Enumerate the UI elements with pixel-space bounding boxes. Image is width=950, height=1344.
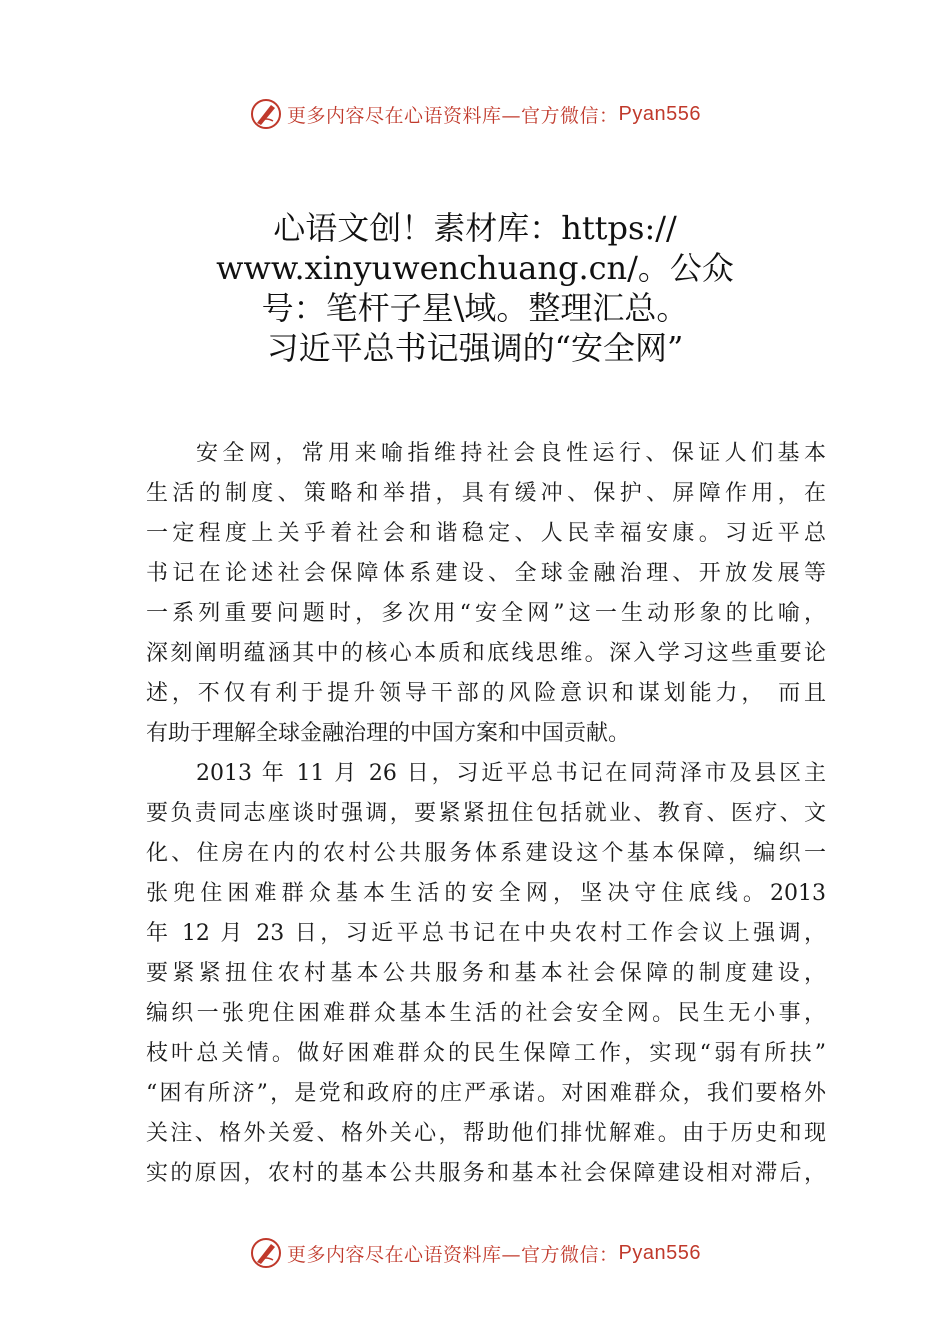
body-line: 实的原因，农村的基本公共服务和基本社会保障建设相对滞后， [146, 1161, 826, 1186]
body-line: 年 12 月 23 日，习近平总书记在中央农村工作会议上强调， [146, 921, 826, 946]
title-line: 习近平总书记强调的“安全网” [266, 329, 684, 367]
body-line: 深刻阐明蕴涵其中的核心本质和底线思维。深入学习这些重要论 [146, 641, 826, 666]
body-line: 述，不仅有利于提升领导干部的风险意识和谋划能力， 而且 [146, 681, 826, 706]
body-line: 要紧紧扭住农村基本公共服务和基本社会保障的制度建设， [146, 961, 826, 986]
body-line: 枝叶总关情。做好困难群众的民生保障工作，实现“弱有所扶” [146, 1041, 826, 1066]
document-title [150, 208, 800, 368]
body-line: 关注、格外关爱、格外关心，帮助他们排忧解难。由于历史和现 [146, 1121, 826, 1146]
header-banner [0, 94, 950, 134]
body-line: “困有所济”，是党和政府的庄严承诺。对困难群众，我们要格外 [146, 1081, 826, 1106]
header-banner-wechat: Pyan556 [618, 102, 701, 125]
footer-banner-wechat: Pyan556 [618, 1241, 701, 1264]
header-banner-text: 更多内容尽在心语资料库—官方微信： [287, 104, 619, 127]
body-line: 安全网，常用来喻指维持社会良性运行、保证人们基本 [196, 441, 826, 466]
body-line: 生活的制度、策略和举措，具有缓冲、保护、屏障作用，在 [146, 481, 826, 506]
body-line: 化、住房在内的农村公共服务体系建设这个基本保障，编织一 [146, 841, 826, 866]
title-line: 号：笔杆子星\域。整理汇总。 [261, 289, 689, 327]
pen-logo-icon [249, 1236, 283, 1270]
footer-banner [0, 1233, 950, 1273]
body-line: 编织一张兜住困难群众基本生活的社会安全网。民生无小事， [146, 1001, 826, 1026]
body-line: 一系列重要问题时，多次用“安全网”这一生动形象的比喻， [146, 601, 826, 626]
footer-banner-text: 更多内容尽在心语资料库—官方微信： [287, 1243, 619, 1266]
body-line: 一定程度上关乎着社会和谐稳定、人民幸福安康。习近平总 [146, 521, 826, 546]
title-line: www.xinyuwenchuang.cn/。公众 [216, 249, 734, 287]
title-line: 心语文创！素材库：https:// [273, 209, 677, 247]
body-line: 张兜住困难群众基本生活的安全网，坚决守住底线。2013 [146, 881, 826, 906]
body-line: 有助于理解全球金融治理的中国方案和中国贡献。 [146, 721, 631, 746]
document-body [146, 434, 826, 1194]
body-line: 2013 年 11 月 26 日，习近平总书记在同菏泽市及县区主 [196, 761, 826, 786]
pen-logo-icon [249, 97, 283, 131]
body-line: 书记在论述社会保障体系建设、全球金融治理、开放发展等 [146, 561, 826, 586]
body-line: 要负责同志座谈时强调，要紧紧扭住包括就业、教育、医疗、文 [146, 801, 826, 826]
